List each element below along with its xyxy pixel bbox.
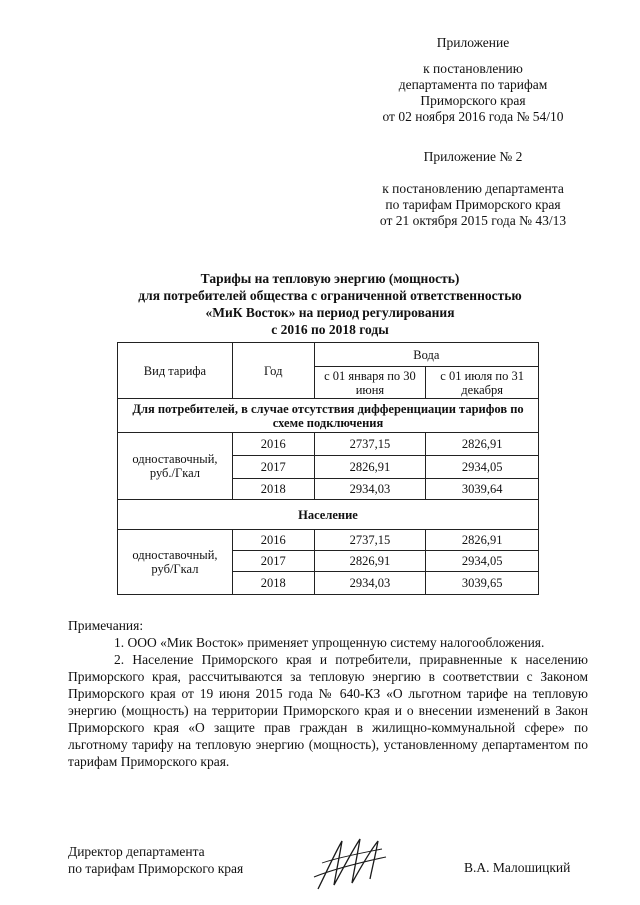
- value-cell: 2826,91: [314, 456, 426, 479]
- year-cell: 2018: [232, 479, 314, 500]
- value-cell: 3039,65: [426, 572, 539, 595]
- section-population: Население: [118, 500, 539, 530]
- notes-heading: Примечания:: [68, 618, 144, 633]
- appendix-line: департамента по тарифам: [398, 77, 548, 92]
- value-cell: 3039,64: [426, 479, 539, 500]
- appendix2-title: Приложение № 2: [423, 149, 523, 164]
- notes-section: [68, 617, 588, 770]
- appendix-line: от 02 ноября 2016 года № 54/10: [382, 109, 564, 124]
- appendix-header: [360, 35, 586, 125]
- header-period-second-half: с 01 июля по 31 декабря: [426, 367, 539, 399]
- value-cell: 2934,05: [426, 456, 539, 479]
- value-cell: 2737,15: [314, 433, 426, 456]
- table-row: [118, 433, 539, 456]
- signatory-position: [68, 843, 243, 877]
- header-water: Вода: [314, 343, 538, 367]
- tariff-type-cell: одноставочный, руб./Гкал: [118, 433, 233, 500]
- year-cell: 2018: [232, 572, 314, 595]
- value-cell: 2826,91: [426, 433, 539, 456]
- title-line: с 2016 по 2018 годы: [271, 322, 389, 337]
- value-cell: 2934,05: [426, 551, 539, 572]
- position-line: по тарифам Приморского края: [68, 861, 244, 876]
- value-cell: 2737,15: [314, 530, 426, 551]
- title-line: для потребителей общества с ограниченной ответственностью: [138, 288, 522, 303]
- year-cell: 2016: [232, 433, 314, 456]
- year-cell: 2016: [232, 530, 314, 551]
- header-tariff-type: Вид тарифа: [118, 343, 233, 399]
- appendix2-line: по тарифам Приморского края: [385, 197, 561, 212]
- note-2: 2. Население Приморского края и потребители, приравненные к населению Приморского края, рассчитываются за тепловую энергию в соответствии с Законом Приморского края от 19 июня 2015 года № 640-КЗ «О льготном тарифе на тепловую энергию (мощность) на территории Приморского края и о внесении изменений в Закон Приморского края «О защите прав граждан в жилищно-коммунальной сфере» по льготному тарифу на тепловую энергию (мощность), установленному департаментом по тарифам Приморского края.: [68, 652, 588, 769]
- appendix-line: Приморского края: [420, 93, 526, 108]
- document-title: [60, 270, 600, 338]
- year-cell: 2017: [232, 551, 314, 572]
- title-line: «МиК Восток» на период регулирования: [205, 305, 455, 320]
- value-cell: 2934,03: [314, 572, 426, 595]
- appendix-title: Приложение: [436, 35, 510, 50]
- appendix2-line: к постановлению департамента: [382, 181, 564, 196]
- handwritten-signature: [312, 833, 392, 893]
- appendix2-header: [360, 149, 586, 229]
- table-row: [118, 530, 539, 551]
- appendix-line: к постановлению: [423, 61, 523, 76]
- tariff-type-cell: одноставочный, руб/Гкал: [118, 530, 233, 595]
- tariff-table: [117, 342, 539, 595]
- value-cell: 2934,03: [314, 479, 426, 500]
- header-period-first-half: с 01 января по 30 июня: [314, 367, 426, 399]
- value-cell: 2826,91: [426, 530, 539, 551]
- title-line: Тарифы на тепловую энергию (мощность): [200, 271, 460, 286]
- appendix2-line: от 21 октября 2015 года № 43/13: [379, 213, 567, 228]
- year-cell: 2017: [232, 456, 314, 479]
- value-cell: 2826,91: [314, 551, 426, 572]
- header-year: Год: [232, 343, 314, 399]
- note-1: 1. ООО «Мик Восток» применяет упрощенную систему налогообложения.: [114, 635, 545, 650]
- signatory-name: В.А. Малошицкий: [464, 860, 571, 875]
- position-line: Директор департамента: [68, 844, 205, 859]
- section-general-consumers: Для потребителей, в случае отсутствия дифференциации тарифов по схеме подключения: [118, 399, 539, 433]
